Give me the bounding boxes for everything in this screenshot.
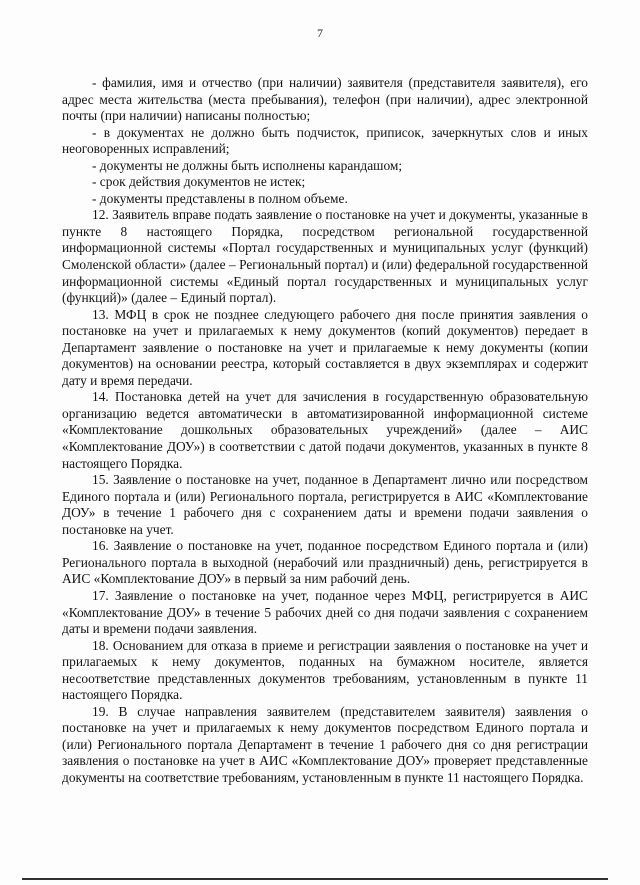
paragraph: 13. МФЦ в срок не позднее следующего рабочего дня после принятия заявления о постановке на учет и прилагаемых к нему документов (копий документов) передает в Департамент заявление о постановке на учет и прилагаемые к нему документы (копии документов) на основании реестра, который составляется в двух экземплярах и содержит дату и время передачи. bbox=[62, 306, 588, 388]
paragraph: - в документах не должно быть подчисток, приписок, зачеркнутых слов и иных неоговоренных исправлений; bbox=[62, 124, 588, 157]
paragraph: 16. Заявление о постановке на учет, поданное посредством Единого портала и (или) Регионального портала в выходной (нерабочий или праздничный) день, регистрируется в АИС «Комплектование ДОУ» в первый за ним рабочий день. bbox=[62, 538, 588, 587]
paragraph: 17. Заявление о постановке на учет, поданное через МФЦ, регистрируется в АИС «Комплектование ДОУ» в течение 5 рабочих дней со дня подачи заявления с сохранением даты и времени подачи заявления. bbox=[62, 587, 588, 637]
page-number: 7 bbox=[317, 26, 323, 40]
paragraph: 12. Заявитель вправе подать заявление о постановке на учет и документы, указанные в пункте 8 настоящего Порядка, посредством региональной государственной информационной системы «Портал государственных и муниципальных услуг (функций) Смоленской области» (далее – Региональный портал) и (или) федеральной государственной информационной системы «Единый портал государственных и муниципальных услуг (функций)» (далее – Единый портал). bbox=[62, 207, 588, 306]
paragraph: - фамилия, имя и отчество (при наличии) заявителя (представителя заявителя), его адрес места жительства (места пребывания), телефон (при наличии), адрес электронной почты (при наличии) написаны полностью; bbox=[62, 75, 588, 124]
paragraph: 19. В случае направления заявителем (представителем заявителя) заявления о постановке на учет и прилагаемых к нему документов посредством Единого портала и (или) Регионального портала Департамент в течение 1 рабочего дня со дня регистрации заявления о постановке на учет в АИС «Комплектование ДОУ» проверяет представленные документы на соответствие требованиям, установленным в пункте 11 настоящего Порядка. bbox=[62, 703, 588, 785]
paragraph: - документы представлены в полном объеме. bbox=[92, 190, 348, 206]
paragraph: 18. Основанием для отказа в приеме и регистрации заявления о постановке на учет и прилагаемых к нему документов, поданных на бумажном носителе, является несоответствие представленных документов требованиям, установленным в пункте 11 настоящего Порядка. bbox=[62, 637, 588, 703]
bottom-rule bbox=[22, 878, 608, 880]
paragraph: 14. Постановка детей на учет для зачисления в государственную образовательную организацию ведется автоматически в автоматизированной информационной системе «Комплектование дошкольных образовательных учреждений» (далее – АИС «Комплектование ДОУ») в соответствии с датой подачи документов, указанных в пункте 8 настоящего Порядка. bbox=[62, 389, 588, 471]
paragraph: - срок действия документов не истек; bbox=[92, 174, 306, 190]
document-body bbox=[62, 75, 588, 787]
paragraph: 15. Заявление о постановке на учет, поданное в Департамент лично или посредством Единого портала и (или) Регионального портала, регистрируется в АИС «Комплектование ДОУ» в течение 1 рабочего дня с сохранением даты и времени подачи заявления о постановке на учет. bbox=[62, 472, 588, 537]
paragraph: - документы не должны быть исполнены карандашом; bbox=[92, 157, 403, 173]
